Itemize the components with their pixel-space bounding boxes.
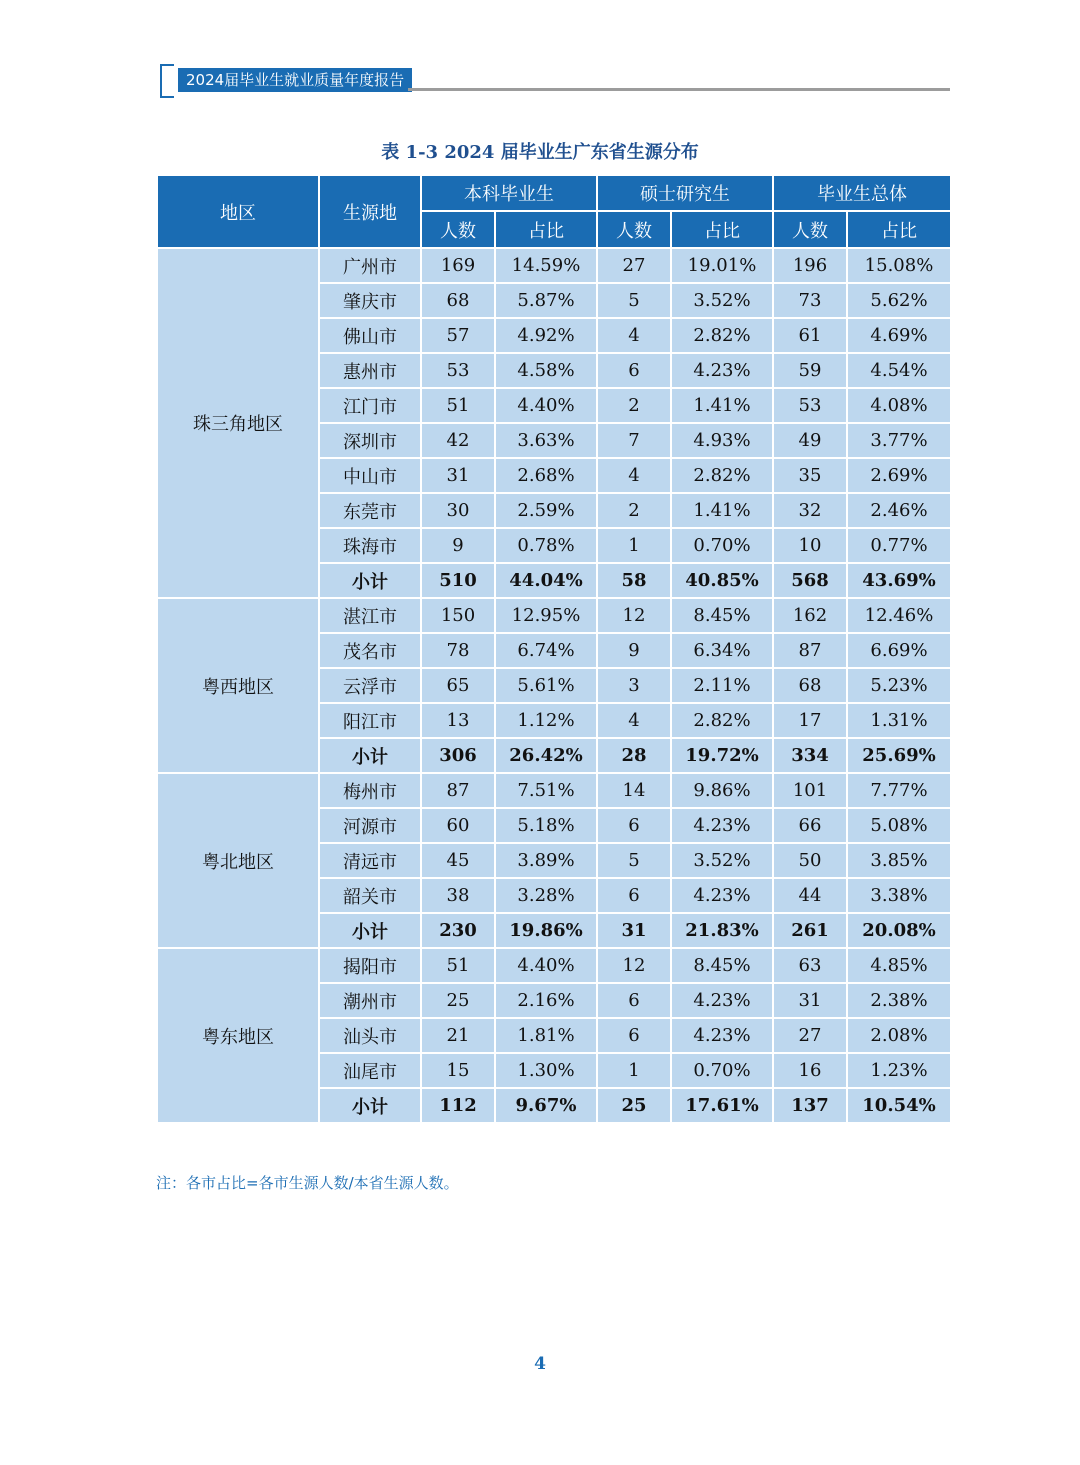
- total-ratio-cell: 4.69%: [847, 318, 951, 353]
- master-count-cell: 6: [597, 878, 671, 913]
- master-ratio-cell: 19.01%: [671, 248, 773, 283]
- master-count-cell: 6: [597, 353, 671, 388]
- table-row: [157, 948, 951, 983]
- undergrad-ratio-cell: 1.81%: [495, 1018, 597, 1053]
- city-cell: 汕尾市: [319, 1053, 421, 1088]
- table-row: [157, 598, 951, 633]
- undergrad-count-cell: 51: [421, 388, 495, 423]
- city-cell: 揭阳市: [319, 948, 421, 983]
- total-ratio-cell: 0.77%: [847, 528, 951, 563]
- city-cell: 汕头市: [319, 1018, 421, 1053]
- master-ratio-cell: 3.52%: [671, 283, 773, 318]
- col-group-master: 硕士研究生: [597, 175, 773, 211]
- undergrad-ratio-cell: 5.18%: [495, 808, 597, 843]
- city-cell: 潮州市: [319, 983, 421, 1018]
- col-header-region: 地区: [157, 175, 319, 248]
- region-cell: 粤西地区: [157, 598, 319, 773]
- total-count-cell: 31: [773, 983, 847, 1018]
- undergrad-count-cell: 51: [421, 948, 495, 983]
- table-body: [157, 248, 951, 1123]
- total-count-cell: 66: [773, 808, 847, 843]
- col-header-ratio: 占比: [495, 211, 597, 248]
- total-count-cell: 17: [773, 703, 847, 738]
- total-ratio-cell: 10.54%: [847, 1088, 951, 1123]
- total-ratio-cell: 15.08%: [847, 248, 951, 283]
- undergrad-count-cell: 57: [421, 318, 495, 353]
- city-cell: 小计: [319, 563, 421, 598]
- total-ratio-cell: 4.85%: [847, 948, 951, 983]
- undergrad-count-cell: 65: [421, 668, 495, 703]
- undergrad-count-cell: 78: [421, 633, 495, 668]
- total-ratio-cell: 2.08%: [847, 1018, 951, 1053]
- total-ratio-cell: 2.38%: [847, 983, 951, 1018]
- undergrad-count-cell: 9: [421, 528, 495, 563]
- city-cell: 韶关市: [319, 878, 421, 913]
- undergrad-count-cell: 68: [421, 283, 495, 318]
- master-ratio-cell: 6.34%: [671, 633, 773, 668]
- master-ratio-cell: 1.41%: [671, 493, 773, 528]
- master-ratio-cell: 4.23%: [671, 878, 773, 913]
- header-label: 2024届毕业生就业质量年度报告: [178, 68, 412, 92]
- undergrad-ratio-cell: 2.68%: [495, 458, 597, 493]
- city-cell: 清远市: [319, 843, 421, 878]
- total-count-cell: 50: [773, 843, 847, 878]
- col-group-total: 毕业生总体: [773, 175, 951, 211]
- master-count-cell: 6: [597, 983, 671, 1018]
- col-header-count: 人数: [421, 211, 495, 248]
- master-count-cell: 5: [597, 843, 671, 878]
- master-count-cell: 4: [597, 703, 671, 738]
- city-cell: 江门市: [319, 388, 421, 423]
- master-count-cell: 6: [597, 808, 671, 843]
- master-ratio-cell: 2.82%: [671, 318, 773, 353]
- master-ratio-cell: 9.86%: [671, 773, 773, 808]
- city-cell: 梅州市: [319, 773, 421, 808]
- col-header-count: 人数: [597, 211, 671, 248]
- master-count-cell: 9: [597, 633, 671, 668]
- undergrad-count-cell: 21: [421, 1018, 495, 1053]
- total-ratio-cell: 5.08%: [847, 808, 951, 843]
- undergrad-ratio-cell: 3.89%: [495, 843, 597, 878]
- undergrad-ratio-cell: 19.86%: [495, 913, 597, 948]
- city-cell: 东莞市: [319, 493, 421, 528]
- undergrad-ratio-cell: 2.59%: [495, 493, 597, 528]
- total-ratio-cell: 4.08%: [847, 388, 951, 423]
- undergrad-count-cell: 306: [421, 738, 495, 773]
- table-row: [157, 773, 951, 808]
- master-ratio-cell: 4.23%: [671, 1018, 773, 1053]
- total-ratio-cell: 3.38%: [847, 878, 951, 913]
- master-ratio-cell: 0.70%: [671, 1053, 773, 1088]
- undergrad-ratio-cell: 12.95%: [495, 598, 597, 633]
- total-ratio-cell: 3.77%: [847, 423, 951, 458]
- region-cell: 粤北地区: [157, 773, 319, 948]
- header-rule: [408, 88, 950, 91]
- master-ratio-cell: 8.45%: [671, 948, 773, 983]
- undergrad-ratio-cell: 4.40%: [495, 948, 597, 983]
- master-ratio-cell: 40.85%: [671, 563, 773, 598]
- undergrad-ratio-cell: 1.12%: [495, 703, 597, 738]
- region-cell: 粤东地区: [157, 948, 319, 1123]
- undergrad-ratio-cell: 26.42%: [495, 738, 597, 773]
- total-count-cell: 101: [773, 773, 847, 808]
- undergrad-ratio-cell: 3.63%: [495, 423, 597, 458]
- undergrad-ratio-cell: 4.58%: [495, 353, 597, 388]
- undergrad-count-cell: 150: [421, 598, 495, 633]
- undergrad-ratio-cell: 14.59%: [495, 248, 597, 283]
- total-count-cell: 59: [773, 353, 847, 388]
- undergrad-count-cell: 230: [421, 913, 495, 948]
- master-count-cell: 1: [597, 528, 671, 563]
- region-cell: 珠三角地区: [157, 248, 319, 598]
- total-count-cell: 162: [773, 598, 847, 633]
- city-cell: 珠海市: [319, 528, 421, 563]
- master-count-cell: 25: [597, 1088, 671, 1123]
- master-ratio-cell: 17.61%: [671, 1088, 773, 1123]
- total-ratio-cell: 12.46%: [847, 598, 951, 633]
- total-ratio-cell: 5.62%: [847, 283, 951, 318]
- total-ratio-cell: 2.69%: [847, 458, 951, 493]
- total-count-cell: 68: [773, 668, 847, 703]
- undergrad-count-cell: 510: [421, 563, 495, 598]
- total-ratio-cell: 5.23%: [847, 668, 951, 703]
- city-cell: 中山市: [319, 458, 421, 493]
- master-ratio-cell: 2.11%: [671, 668, 773, 703]
- city-cell: 云浮市: [319, 668, 421, 703]
- undergrad-count-cell: 38: [421, 878, 495, 913]
- master-ratio-cell: 21.83%: [671, 913, 773, 948]
- undergrad-count-cell: 60: [421, 808, 495, 843]
- master-ratio-cell: 8.45%: [671, 598, 773, 633]
- master-count-cell: 6: [597, 1018, 671, 1053]
- total-ratio-cell: 4.54%: [847, 353, 951, 388]
- col-header-count: 人数: [773, 211, 847, 248]
- col-group-undergrad: 本科毕业生: [421, 175, 597, 211]
- table-note: 注：各市占比=各市生源人数/本省生源人数。: [156, 1174, 459, 1192]
- total-count-cell: 35: [773, 458, 847, 493]
- col-header-ratio: 占比: [671, 211, 773, 248]
- total-count-cell: 32: [773, 493, 847, 528]
- total-count-cell: 44: [773, 878, 847, 913]
- header-bracket: [160, 64, 174, 98]
- undergrad-ratio-cell: 44.04%: [495, 563, 597, 598]
- undergrad-count-cell: 169: [421, 248, 495, 283]
- undergrad-ratio-cell: 7.51%: [495, 773, 597, 808]
- master-count-cell: 5: [597, 283, 671, 318]
- master-ratio-cell: 2.82%: [671, 703, 773, 738]
- city-cell: 茂名市: [319, 633, 421, 668]
- total-count-cell: 49: [773, 423, 847, 458]
- report-header: [160, 64, 950, 98]
- city-cell: 小计: [319, 738, 421, 773]
- master-count-cell: 58: [597, 563, 671, 598]
- master-count-cell: 27: [597, 248, 671, 283]
- total-ratio-cell: 1.31%: [847, 703, 951, 738]
- total-count-cell: 568: [773, 563, 847, 598]
- table-title: 表 1-3 2024 届毕业生广东省生源分布: [381, 142, 699, 163]
- total-count-cell: 61: [773, 318, 847, 353]
- city-cell: 小计: [319, 913, 421, 948]
- master-count-cell: 1: [597, 1053, 671, 1088]
- master-ratio-cell: 1.41%: [671, 388, 773, 423]
- undergrad-count-cell: 13: [421, 703, 495, 738]
- city-cell: 深圳市: [319, 423, 421, 458]
- total-count-cell: 73: [773, 283, 847, 318]
- master-count-cell: 12: [597, 948, 671, 983]
- undergrad-count-cell: 42: [421, 423, 495, 458]
- master-count-cell: 3: [597, 668, 671, 703]
- table-row: [157, 248, 951, 283]
- master-count-cell: 2: [597, 388, 671, 423]
- total-count-cell: 53: [773, 388, 847, 423]
- total-count-cell: 137: [773, 1088, 847, 1123]
- city-cell: 河源市: [319, 808, 421, 843]
- master-ratio-cell: 4.23%: [671, 983, 773, 1018]
- undergrad-count-cell: 87: [421, 773, 495, 808]
- city-cell: 肇庆市: [319, 283, 421, 318]
- city-cell: 小计: [319, 1088, 421, 1123]
- undergrad-count-cell: 53: [421, 353, 495, 388]
- total-count-cell: 16: [773, 1053, 847, 1088]
- total-ratio-cell: 2.46%: [847, 493, 951, 528]
- total-count-cell: 196: [773, 248, 847, 283]
- total-ratio-cell: 20.08%: [847, 913, 951, 948]
- city-cell: 阳江市: [319, 703, 421, 738]
- master-count-cell: 4: [597, 458, 671, 493]
- undergrad-count-cell: 15: [421, 1053, 495, 1088]
- undergrad-ratio-cell: 9.67%: [495, 1088, 597, 1123]
- undergrad-count-cell: 31: [421, 458, 495, 493]
- total-ratio-cell: 1.23%: [847, 1053, 951, 1088]
- distribution-table: [156, 174, 952, 1124]
- total-count-cell: 334: [773, 738, 847, 773]
- master-ratio-cell: 4.23%: [671, 353, 773, 388]
- master-ratio-cell: 2.82%: [671, 458, 773, 493]
- city-cell: 惠州市: [319, 353, 421, 388]
- undergrad-ratio-cell: 3.28%: [495, 878, 597, 913]
- city-cell: 佛山市: [319, 318, 421, 353]
- master-ratio-cell: 4.23%: [671, 808, 773, 843]
- master-ratio-cell: 3.52%: [671, 843, 773, 878]
- undergrad-ratio-cell: 4.40%: [495, 388, 597, 423]
- col-header-ratio: 占比: [847, 211, 951, 248]
- undergrad-ratio-cell: 6.74%: [495, 633, 597, 668]
- total-ratio-cell: 25.69%: [847, 738, 951, 773]
- undergrad-ratio-cell: 4.92%: [495, 318, 597, 353]
- undergrad-ratio-cell: 5.87%: [495, 283, 597, 318]
- undergrad-count-cell: 45: [421, 843, 495, 878]
- master-ratio-cell: 19.72%: [671, 738, 773, 773]
- master-count-cell: 4: [597, 318, 671, 353]
- master-count-cell: 31: [597, 913, 671, 948]
- undergrad-count-cell: 112: [421, 1088, 495, 1123]
- col-header-city: 生源地: [319, 175, 421, 248]
- total-ratio-cell: 43.69%: [847, 563, 951, 598]
- master-count-cell: 7: [597, 423, 671, 458]
- total-count-cell: 10: [773, 528, 847, 563]
- total-count-cell: 63: [773, 948, 847, 983]
- total-ratio-cell: 3.85%: [847, 843, 951, 878]
- master-ratio-cell: 4.93%: [671, 423, 773, 458]
- master-count-cell: 14: [597, 773, 671, 808]
- undergrad-count-cell: 30: [421, 493, 495, 528]
- page-number: 4: [534, 1354, 546, 1374]
- total-count-cell: 87: [773, 633, 847, 668]
- undergrad-ratio-cell: 1.30%: [495, 1053, 597, 1088]
- master-count-cell: 12: [597, 598, 671, 633]
- master-count-cell: 28: [597, 738, 671, 773]
- city-cell: 湛江市: [319, 598, 421, 633]
- total-ratio-cell: 6.69%: [847, 633, 951, 668]
- undergrad-ratio-cell: 0.78%: [495, 528, 597, 563]
- undergrad-count-cell: 25: [421, 983, 495, 1018]
- undergrad-ratio-cell: 5.61%: [495, 668, 597, 703]
- total-count-cell: 261: [773, 913, 847, 948]
- master-ratio-cell: 0.70%: [671, 528, 773, 563]
- total-ratio-cell: 7.77%: [847, 773, 951, 808]
- total-count-cell: 27: [773, 1018, 847, 1053]
- undergrad-ratio-cell: 2.16%: [495, 983, 597, 1018]
- city-cell: 广州市: [319, 248, 421, 283]
- master-count-cell: 2: [597, 493, 671, 528]
